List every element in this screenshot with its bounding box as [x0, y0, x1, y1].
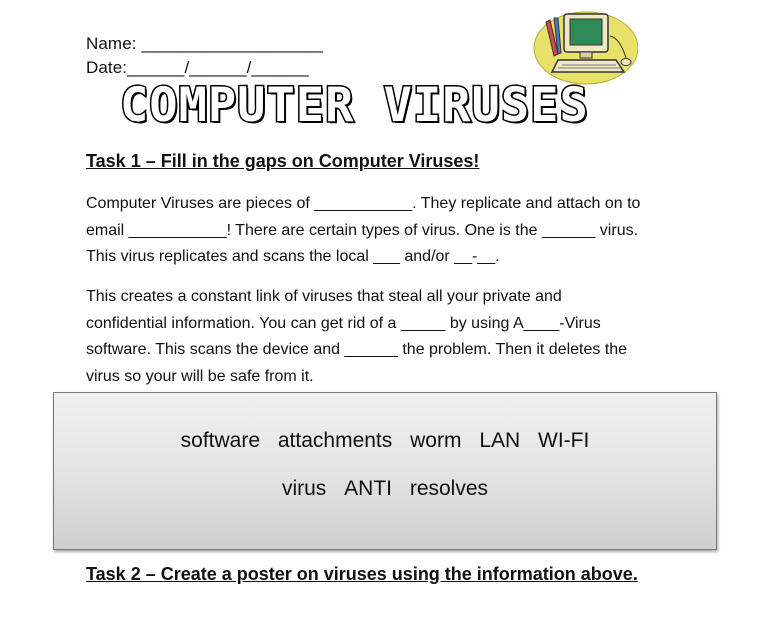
paragraph-line: This creates a constant link of viruses that steal all your private and: [86, 288, 562, 305]
name-field-line: Name: ___________________: [86, 34, 323, 53]
date-field-line: Date:______/______/______: [86, 58, 309, 77]
word-bank-word: WI-FI: [538, 429, 590, 452]
paragraph-line: This virus replicates and scans the local ___ and/or __-__.: [86, 248, 500, 265]
paragraph-line: Computer Viruses are pieces of ___________. They replicate and attach on to: [86, 195, 641, 212]
paragraph-line: email ___________! There are certain types of virus. One is the ______ virus.: [86, 221, 639, 239]
fill-in-paragraph-2: [86, 284, 706, 390]
word-bank-box: [53, 392, 717, 550]
page-title: COMPUTER VIRUSES: [120, 78, 589, 133]
paragraph-line: confidential information. You can get rid of a _____ by using A____-Virus: [86, 314, 601, 332]
task2-heading: Task 2 – Create a poster on viruses using the information above.: [86, 564, 638, 584]
word-bank-word: LAN: [479, 429, 521, 452]
word-bank-word: virus: [281, 477, 327, 500]
paragraph-line: virus so your will be safe from it.: [86, 367, 314, 385]
word-bank-word: software: [180, 429, 261, 452]
task1-heading: Task 1 – Fill in the gaps on Computer Viruses!: [86, 151, 480, 171]
word-bank-word: resolves: [409, 477, 489, 500]
computer-clipart-icon: [528, 8, 638, 88]
word-bank-word: ANTI: [344, 477, 392, 500]
word-bank-row-1: [54, 429, 716, 453]
word-bank-row-2: [54, 477, 716, 501]
word-bank-word: attachments: [277, 429, 393, 452]
fill-in-paragraph-1: [86, 191, 706, 271]
word-bank-word: worm: [410, 429, 462, 452]
paragraph-line: software. This scans the device and ______ the problem. Then it deletes the: [86, 341, 628, 358]
